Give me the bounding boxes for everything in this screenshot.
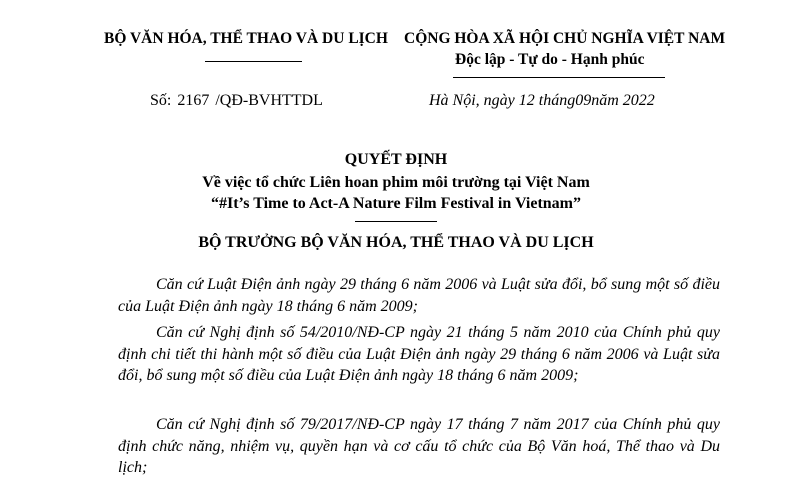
agency-divider: [205, 61, 302, 62]
legal-basis-paragraph: Căn cứ Nghị định số 54/2010/NĐ-CP ngày 21 tháng 5 năm 2010 của Chính phủ quy định chi tiết thi hành một số điều của Luật Điện ảnh ngày 29 tháng 6 năm 2006 và Luật sửa đổi, bổ sung một số điều của Luật Điện ảnh ngày 18 tháng 6 năm 2009;: [118, 324, 720, 384]
issuing-authority: BỘ TRƯỞNG BỘ VĂN HÓA, THỂ THAO VÀ DU LỊCH: [198, 234, 594, 251]
document-number-suffix: /QĐ-BVHTTDL: [215, 92, 323, 109]
document-number-prefix: Số:: [150, 92, 172, 109]
document-number: [150, 92, 323, 110]
place-and-date: Hà Nội, ngày 12 tháng09năm 2022: [429, 92, 655, 109]
document-number-value: 2167: [177, 92, 210, 109]
legal-basis-paragraph: Căn cứ Nghị định số 79/2017/NĐ-CP ngày 17 tháng 7 năm 2017 của Chính phủ quy định chức năng, nhiệm vụ, quyền hạn và cơ cấu tổ chức của Bộ Văn hoá, Thể thao và Du lịch;: [118, 416, 720, 476]
title-divider: [355, 221, 437, 222]
national-motto: Độc lập - Tự do - Hạnh phúc: [455, 51, 645, 68]
subject-line-1: Về việc tổ chức Liên hoan phim môi trường tại Việt Nam: [202, 174, 590, 191]
national-title: CỘNG HÒA XÃ HỘI CHỦ NGHĨA VIỆT NAM: [404, 30, 726, 47]
issuing-agency-name: BỘ VĂN HÓA, THỂ THAO VÀ DU LỊCH: [104, 30, 388, 47]
subject-line-2: “#It’s Time to Act-A Nature Film Festival in Vietnam”: [210, 195, 582, 212]
legal-basis-paragraph: Căn cứ Luật Điện ảnh ngày 29 tháng 6 năm 2006 và Luật sửa đổi, bổ sung một số điều của Luật Điện ảnh ngày 18 tháng 6 năm 2009;: [118, 276, 720, 315]
motto-divider: [453, 77, 665, 78]
document-title: QUYẾT ĐỊNH: [344, 151, 448, 168]
